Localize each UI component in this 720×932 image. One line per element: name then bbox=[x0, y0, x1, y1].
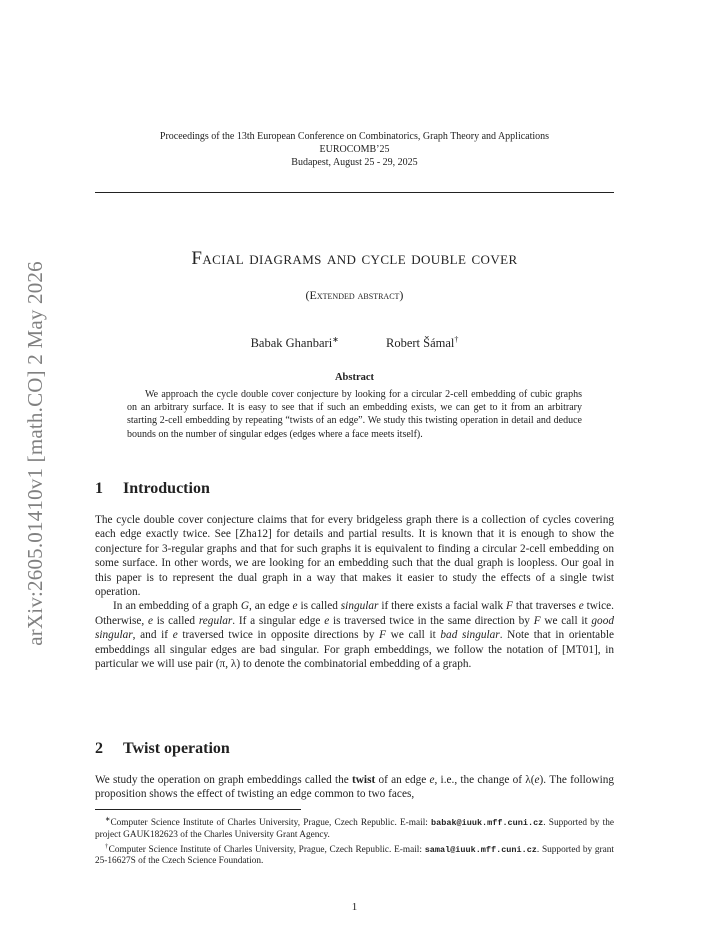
footnote-mark: ∗ bbox=[105, 816, 111, 823]
intro-paragraph-2 bbox=[95, 599, 614, 671]
author-1-mark: ∗ bbox=[332, 335, 339, 344]
footnote-1 bbox=[95, 814, 614, 841]
intro-paragraph-1: The cycle double cover conjecture claims that for every bridgeless graph there is a collection of cycles covering each edge exactly twice. See [Zha12] for details and partial results. It is known that it is enough to show the conjecture for 3-regular graphs and that for such graphs it is equivalent to finding a circular 2-cell embedding on some surface. In other words, we are looking for an embedding such that the dual graph is loopless. Our goal in this paper is to represent the dual graph in a way that makes it easier to study the effects of a single twist operation. bbox=[95, 514, 614, 599]
math-var: e bbox=[148, 614, 154, 627]
text-run: , and if bbox=[132, 629, 173, 642]
text-run: is called bbox=[297, 600, 341, 613]
abstract-text: We approach the cycle double cover conjecture by looking for a circular 2-cell embedding of cubic graphs on an arbitrary surface. It is easy to see that if such an embedding exists, we can get to it from an arbitrary starting 2-cell embedding by repeating “twists of an edge”. We study this twisting operation in detail and deduce bounds on the number of singular edges (edges where a face meets itself). bbox=[127, 389, 582, 440]
twist-body bbox=[95, 773, 614, 802]
author-1 bbox=[251, 336, 339, 350]
math-var: e bbox=[324, 614, 330, 627]
text-run: if there exists a facial walk bbox=[378, 600, 507, 613]
twist-paragraph bbox=[95, 773, 614, 802]
term-singular: singular bbox=[340, 600, 379, 613]
text-run: twice. Otherwise, bbox=[95, 600, 614, 627]
section-heading-introduction bbox=[95, 480, 614, 498]
proceedings-line-1: Proceedings of the 13th European Conference on Combinatorics, Graph Theory and Applications bbox=[159, 131, 550, 142]
text-run: We study the operation on graph embeddings called the bbox=[95, 774, 353, 786]
term-twist: twist bbox=[352, 774, 376, 786]
section-title: Introduction bbox=[123, 480, 210, 497]
footnote-text: . Supported by the project GAUK182623 of the Charles University Grant Agency. bbox=[95, 818, 614, 840]
section-number: 2 bbox=[95, 740, 103, 757]
term-good-singular: good singular bbox=[95, 614, 614, 642]
math-var: F bbox=[506, 600, 513, 613]
text-run: . If a singular edge bbox=[232, 614, 325, 627]
footnote-text: Computer Science Institute of Charles University, Prague, Czech Republic. E-mail: bbox=[110, 818, 432, 829]
email-link[interactable]: samal@iuuk.mff.cuni.cz bbox=[424, 845, 537, 855]
text-run: . Note that in orientable embeddings all singular edges are bad singular. For graph embeddings, we follow the notation of [MT01], in particular we will use pair (π, λ) to denote the combinatorial embedding of a graph. bbox=[95, 629, 614, 671]
math-var: e bbox=[578, 600, 584, 613]
text-run: that traverses bbox=[512, 600, 579, 613]
term-bad-singular: bad singular bbox=[440, 629, 500, 642]
email-link[interactable]: babak@iuuk.mff.cuni.cz bbox=[431, 818, 544, 829]
text-run: , an edge bbox=[249, 600, 293, 613]
math-var: G bbox=[240, 600, 250, 613]
math-var: F bbox=[533, 614, 541, 627]
footnote-mark: † bbox=[105, 842, 109, 850]
abstract-heading: Abstract bbox=[334, 372, 375, 383]
author-1-name: Babak Ghanbari bbox=[250, 336, 333, 351]
section-number: 1 bbox=[95, 480, 103, 497]
text-run: we call it bbox=[386, 629, 441, 642]
text-run: is traversed twice in the same direction by bbox=[329, 614, 534, 627]
text-run: ). The following proposition shows the effect of twisting an edge common to two faces, bbox=[95, 774, 615, 801]
text-run: , i.e., the change of λ( bbox=[434, 774, 535, 786]
author-list bbox=[95, 335, 614, 351]
math-var: e bbox=[429, 774, 435, 786]
page-number: 1 bbox=[351, 901, 358, 913]
paper-title: Facial diagrams and cycle double cover bbox=[191, 248, 518, 269]
header-rule bbox=[95, 192, 614, 193]
text-run: we call it bbox=[540, 614, 592, 627]
proceedings-line-3: Budapest, August 25 - 29, 2025 bbox=[291, 157, 418, 168]
term-regular: regular bbox=[198, 614, 233, 627]
math-var: e bbox=[292, 600, 298, 613]
footnote-2 bbox=[95, 841, 614, 868]
section-heading-twist-operation bbox=[95, 740, 614, 758]
author-2-name: Robert Šámal bbox=[386, 336, 455, 351]
introduction-body bbox=[95, 513, 614, 671]
text-run: is called bbox=[153, 614, 199, 627]
proceedings-line-2: EUROCOMB’25 bbox=[319, 144, 390, 155]
math-var: e bbox=[172, 629, 178, 642]
math-var: e bbox=[534, 774, 540, 786]
footnote-text: . Supported by grant 25-16627S of the Czech Science Foundation. bbox=[95, 845, 615, 867]
footnote-text: Computer Science Institute of Charles University, Prague, Czech Republic. E-mail: bbox=[108, 845, 425, 855]
section-title: Twist operation bbox=[123, 740, 230, 757]
author-2 bbox=[386, 336, 458, 350]
arxiv-identifier-text: arXiv:2605.01410v1 [math.CO] 2 May 2026 bbox=[22, 260, 47, 646]
arxiv-identifier bbox=[22, 248, 48, 658]
footnote-rule bbox=[95, 809, 301, 810]
footnotes bbox=[95, 814, 614, 868]
paper-subtitle: (Extended abstract) bbox=[305, 288, 404, 302]
author-2-mark: † bbox=[454, 335, 459, 344]
math-var: F bbox=[379, 629, 386, 642]
proceedings-header bbox=[95, 130, 614, 169]
text-run: In an embedding of a graph bbox=[113, 600, 241, 613]
text-run: traversed twice in opposite directions by bbox=[177, 629, 380, 642]
text-run: of an edge bbox=[375, 774, 430, 786]
